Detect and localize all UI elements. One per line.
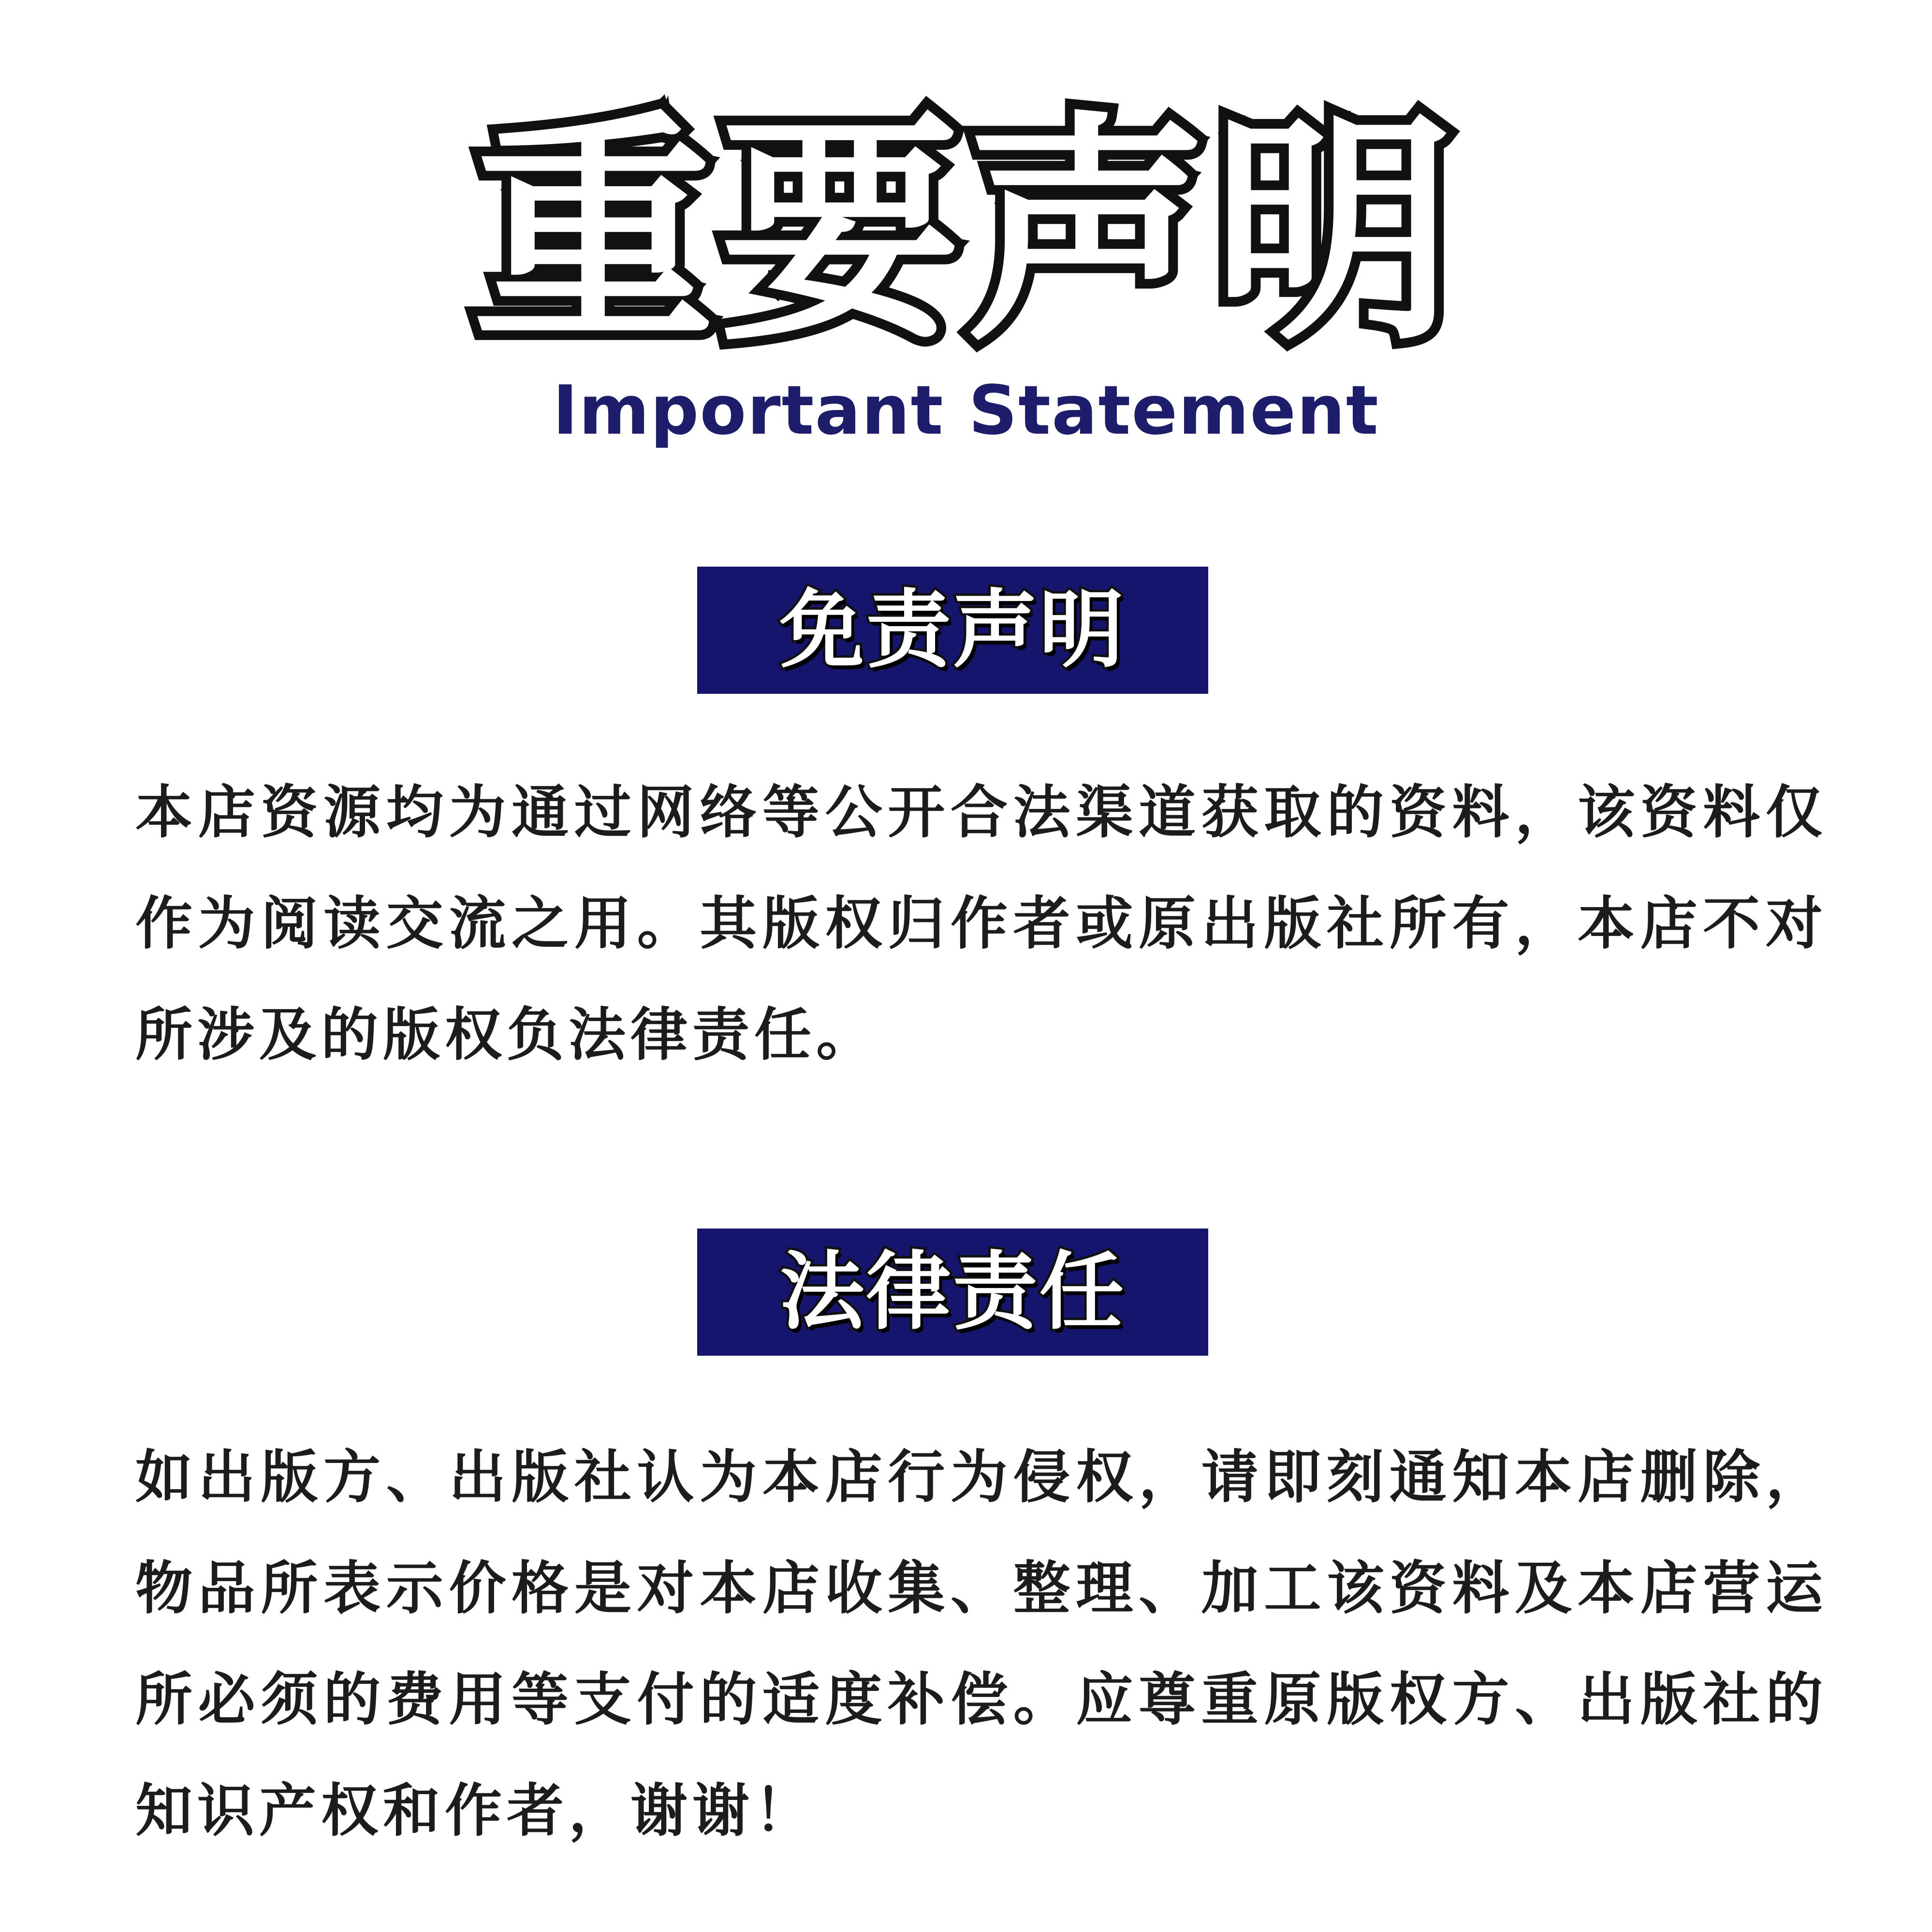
section-heading-legal: 法律责任 <box>779 1243 1126 1341</box>
legal-paragraph: 如出版方、出版社认为本店行为侵权，请即刻通知本店删除，物品所表示价格是对本店收集、整理、加工该资料及本店营运所必须的费用等支付的适度补偿。应尊重原版权方、出版社的知识产权和作者，谢谢！ <box>135 1444 1828 1844</box>
disclaimer-paragraph: 本店资源均为通过网络等公开合法渠道获取的资料，该资料仅作为阅读交流之用。其版权归作者或原出版社所有，本店不对所涉及的版权负法律责任。 <box>135 779 1828 1068</box>
section-heading-banner-legal <box>697 1229 1208 1356</box>
page-subtitle: Important Statement <box>553 371 1379 450</box>
page-title: 重要声明 <box>473 91 1459 373</box>
section-heading-banner-disclaimer <box>697 567 1208 694</box>
section-heading-disclaimer: 免责声明 <box>779 581 1126 679</box>
